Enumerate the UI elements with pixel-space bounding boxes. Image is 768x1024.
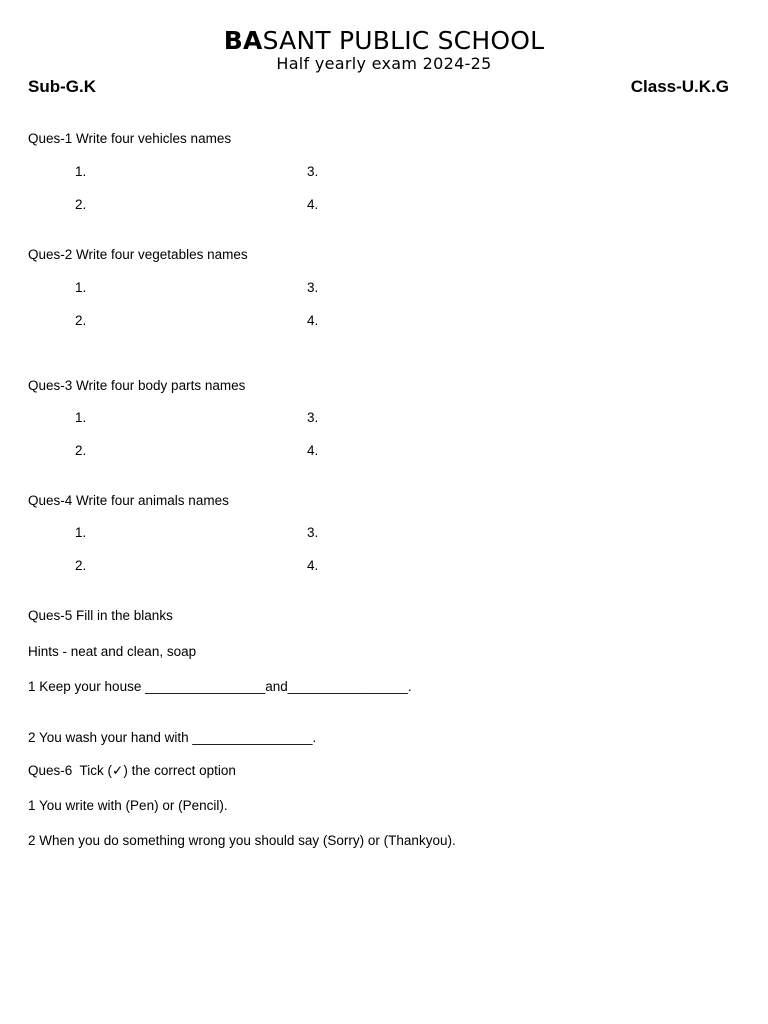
question-4-item-1: 1. <box>75 525 87 540</box>
question-3-item-3: 3. <box>307 410 319 425</box>
question-5-line-2: 2 You wash your hand with ________________. <box>28 730 317 745</box>
question-1-label: Ques-1 Write four vehicles names <box>28 131 232 146</box>
question-4-item-3: 3. <box>307 525 319 540</box>
question-2-label: Ques-2 Write four vegetables names <box>28 247 248 262</box>
question-6-line-2: 2 When you do something wrong you should say (Sorry) or (Thankyou). <box>28 833 456 848</box>
question-2-item-4: 4. <box>307 313 319 328</box>
question-6-line-1: 1 You write with (Pen) or (Pencil). <box>28 798 228 813</box>
question-5-hints: Hints - neat and clean, soap <box>28 644 197 659</box>
question-5-label: Ques-5 Fill in the blanks <box>28 608 173 623</box>
exam-subtitle: Half yearly exam 2024-25 <box>276 54 492 73</box>
question-3-item-4: 4. <box>307 443 319 458</box>
subject-label: Sub-G.K <box>28 77 96 96</box>
question-3-item-2: 2. <box>75 443 87 458</box>
class-label: Class-U.K.G <box>630 77 729 96</box>
question-1-item-2: 2. <box>75 197 87 212</box>
question-4-item-4: 4. <box>307 558 319 573</box>
question-3-item-1: 1. <box>75 410 87 425</box>
school-title-rest: SANT PUBLIC SCHOOL <box>262 26 545 55</box>
question-5-line-1: 1 Keep your house ________________and________________. <box>28 679 412 694</box>
school-title <box>0 26 768 56</box>
question-1-item-4: 4. <box>307 197 319 212</box>
question-2-item-1: 1. <box>75 280 87 295</box>
question-4-item-2: 2. <box>75 558 87 573</box>
question-6-label: Ques-6 Tick (✓) the correct option <box>28 763 236 778</box>
question-4-label: Ques-4 Write four animals names <box>28 493 229 508</box>
school-title-bold: BA <box>223 26 263 55</box>
question-2-item-2: 2. <box>75 313 87 328</box>
question-1-item-3: 3. <box>307 164 319 179</box>
question-2-item-3: 3. <box>307 280 319 295</box>
question-1-item-1: 1. <box>75 164 87 179</box>
question-3-label: Ques-3 Write four body parts names <box>28 378 246 393</box>
